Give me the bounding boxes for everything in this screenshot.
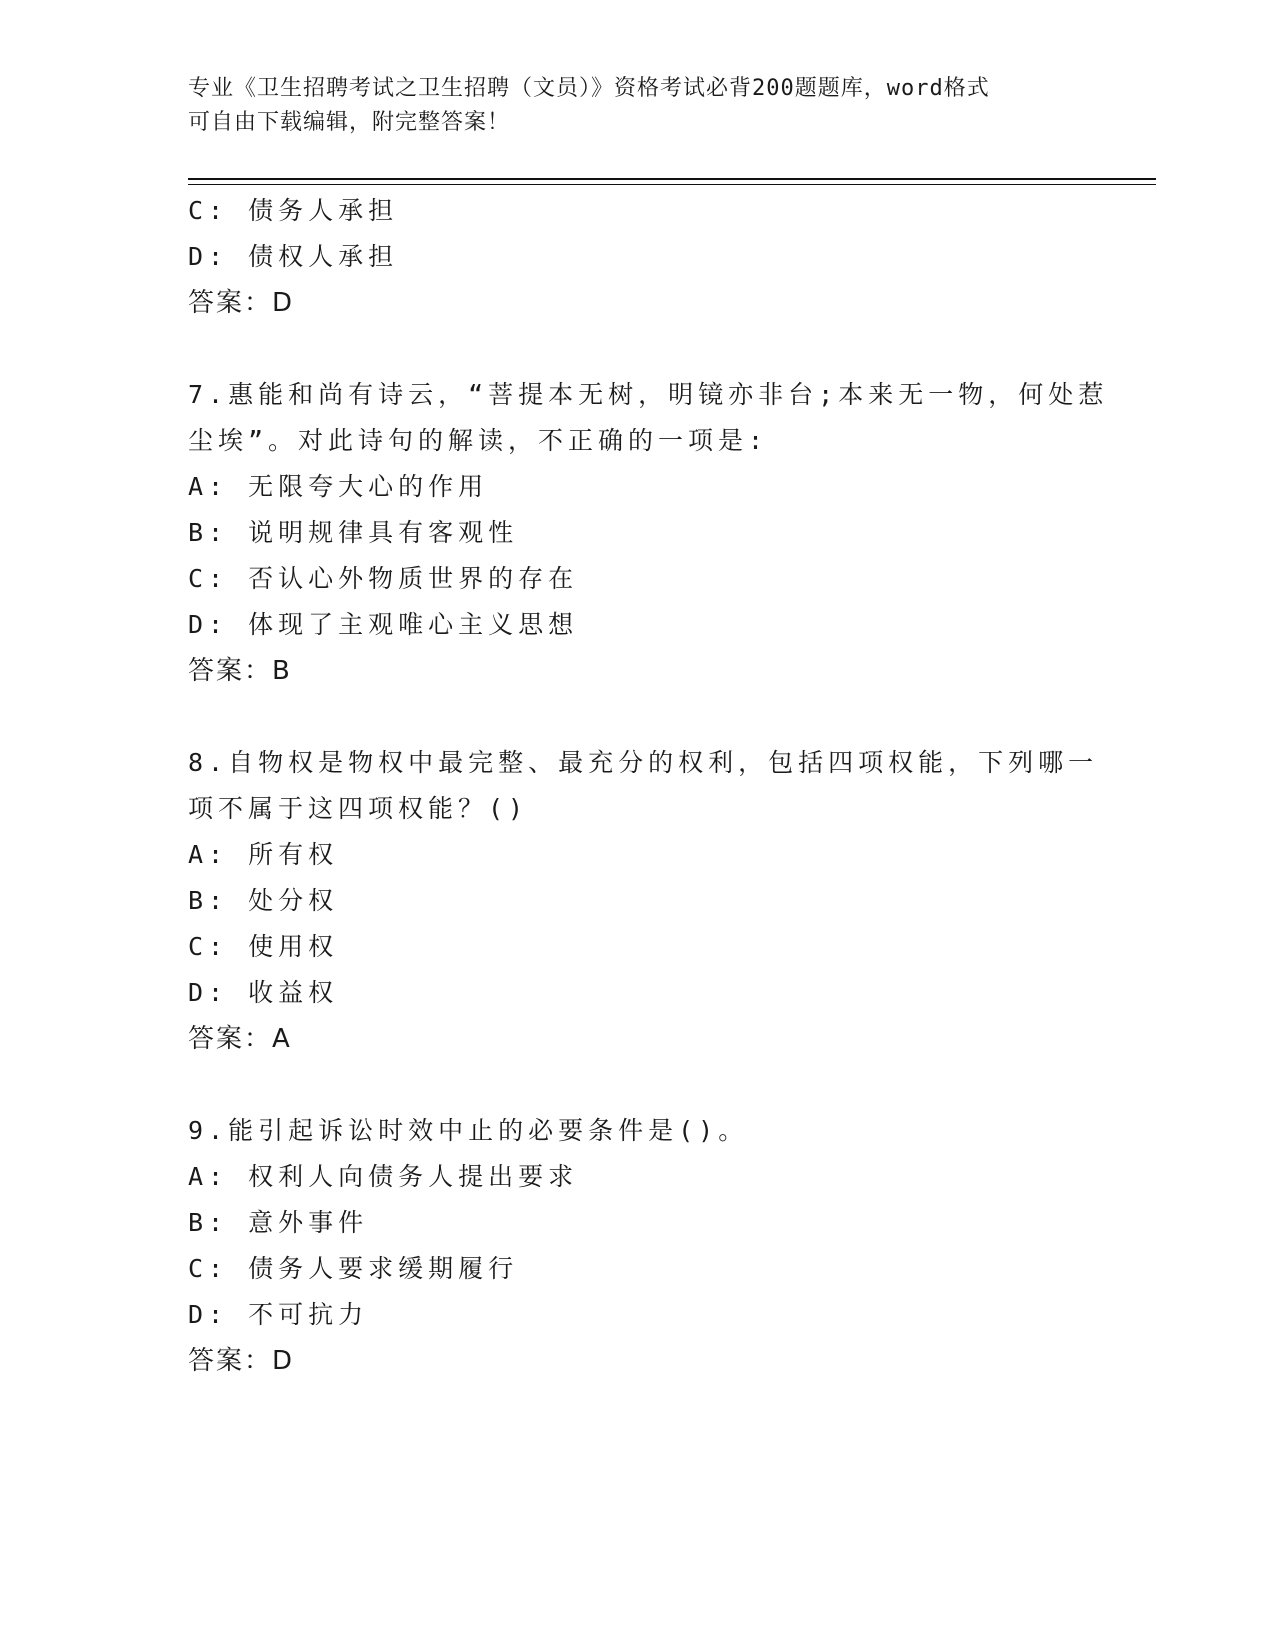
option-label: A:	[188, 840, 229, 869]
option-c	[188, 1246, 1088, 1292]
option-label: C:	[188, 196, 229, 225]
option-text: 债务人要求缓期履行	[248, 1254, 519, 1283]
option-a	[188, 1154, 1088, 1200]
partial-question	[188, 188, 1088, 326]
option-text: 收益权	[248, 978, 339, 1007]
header-title-line-1: 专业《卫生招聘考试之卫生招聘（文员）》资格考试必背200题题库，word格式	[188, 76, 990, 101]
option-label: D:	[188, 1300, 229, 1329]
option-text: 体现了主观唯心主义思想	[248, 610, 579, 639]
option-c	[188, 188, 1088, 234]
option-d	[188, 234, 1088, 280]
answer-line: 答案：B	[188, 656, 292, 686]
option-label: D:	[188, 978, 229, 1007]
option-b	[188, 878, 1088, 924]
document-header	[188, 72, 1088, 140]
question-stem-line-1: 8.自物权是物权中最完整、最充分的权利，包括四项权能，下列哪一	[188, 748, 1099, 777]
option-label: B:	[188, 886, 229, 915]
option-b	[188, 1200, 1088, 1246]
option-text: 所有权	[248, 840, 339, 869]
option-label: C:	[188, 932, 229, 961]
option-text: 债权人承担	[248, 242, 399, 271]
option-text: 使用权	[248, 932, 339, 961]
option-text: 债务人承担	[248, 196, 399, 225]
answer-line: 答案：D	[188, 288, 295, 318]
header-divider-thick	[188, 178, 1156, 180]
option-c	[188, 556, 1088, 602]
option-label: B:	[188, 1208, 229, 1237]
option-label: B:	[188, 518, 229, 547]
option-d	[188, 970, 1088, 1016]
option-c	[188, 924, 1088, 970]
option-label: A:	[188, 472, 229, 501]
option-label: A:	[188, 1162, 229, 1191]
option-text: 意外事件	[248, 1208, 369, 1237]
option-text: 否认心外物质世界的存在	[248, 564, 579, 593]
answer-line: 答案：D	[188, 1346, 295, 1376]
option-b	[188, 510, 1088, 556]
option-a	[188, 832, 1088, 878]
question-stem-line-1: 9.能引起诉讼时效中止的必要条件是()。	[188, 1116, 749, 1145]
question-8	[188, 740, 1099, 1062]
option-text: 说明规律具有客观性	[248, 518, 519, 547]
option-label: D:	[188, 610, 229, 639]
question-9	[188, 1108, 1088, 1384]
question-stem-line-2: 项不属于这四项权能？()	[188, 794, 529, 823]
option-text: 不可抗力	[248, 1300, 369, 1329]
question-stem-line-2: 尘埃”。对此诗句的解读，不正确的一项是:	[188, 426, 769, 455]
option-text: 权利人向债务人提出要求	[248, 1162, 579, 1191]
question-stem-line-1: 7.惠能和尚有诗云，“菩提本无树，明镜亦非台;本来无一物，何处惹	[188, 380, 1109, 409]
option-label: C:	[188, 564, 229, 593]
option-d	[188, 602, 1088, 648]
option-text: 处分权	[248, 886, 339, 915]
option-label: C:	[188, 1254, 229, 1283]
question-list	[188, 188, 1109, 1384]
option-d	[188, 1292, 1088, 1338]
header-divider-thin	[188, 184, 1156, 185]
option-text: 无限夸大心的作用	[248, 472, 489, 501]
option-label: D:	[188, 242, 229, 271]
header-title-line-2: 可自由下载编辑，附完整答案！	[188, 110, 511, 135]
option-a	[188, 464, 1088, 510]
question-7	[188, 372, 1109, 694]
answer-line: 答案：A	[188, 1024, 292, 1054]
